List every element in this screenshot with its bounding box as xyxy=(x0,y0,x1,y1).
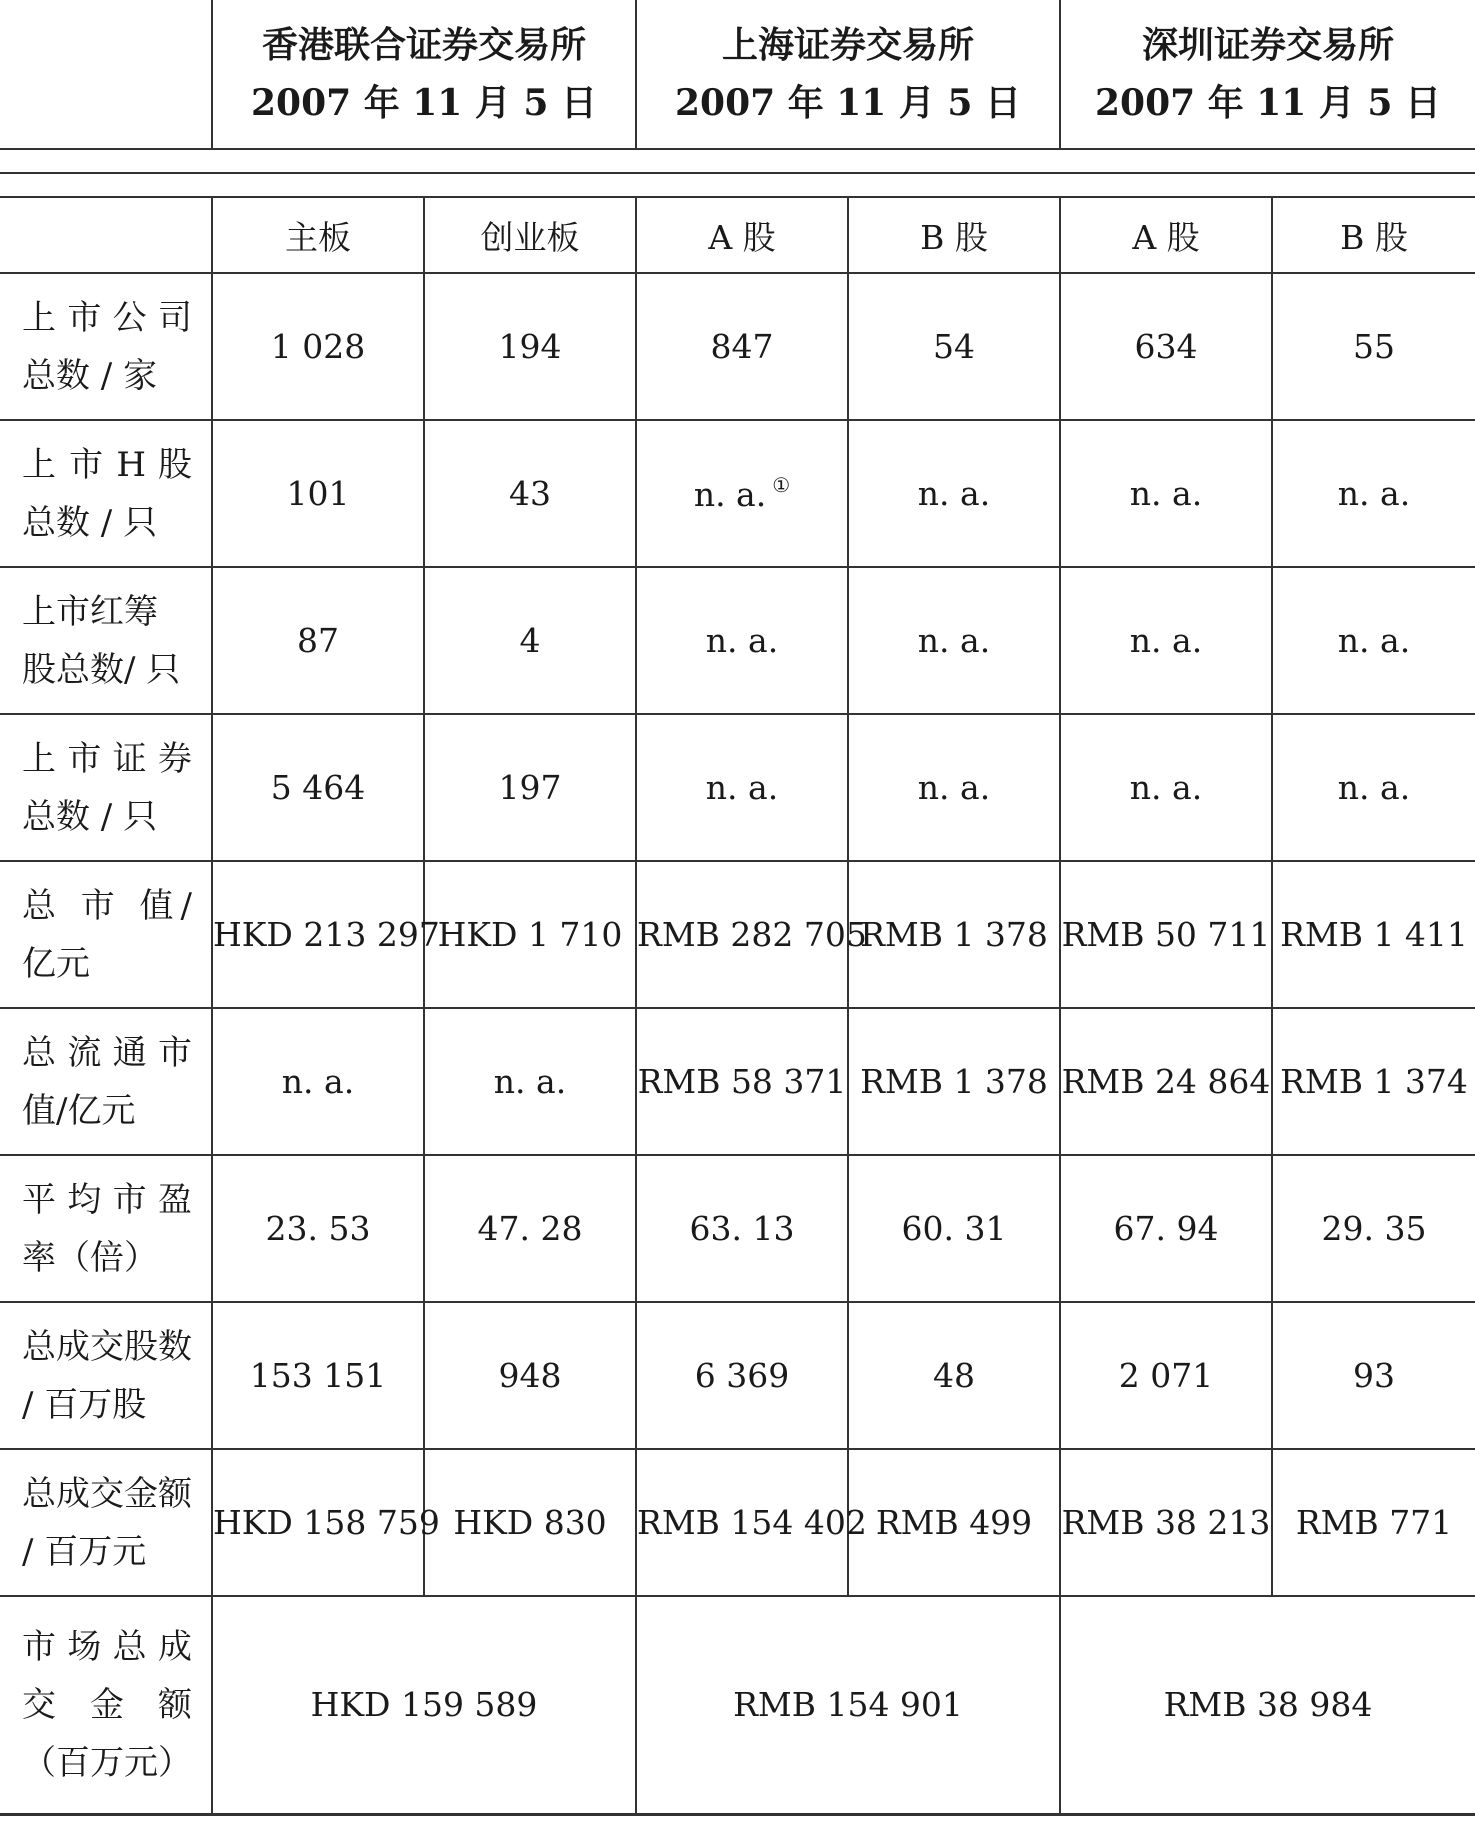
row-label xyxy=(0,420,212,567)
row-label xyxy=(0,273,212,420)
table-cell: RMB 38 213 xyxy=(1060,1449,1272,1596)
table-cell xyxy=(636,420,848,567)
table-cell: RMB 58 371 xyxy=(636,1008,848,1155)
board-header: B 股 xyxy=(1272,197,1475,273)
table-cell: 43 xyxy=(424,420,636,567)
table-row xyxy=(0,1302,1475,1449)
row-label-line: 市 场 总 成 xyxy=(22,1626,192,1667)
row-label-line: 总 市 值/ xyxy=(22,885,192,926)
total-cell-hkex: HKD 159 589 xyxy=(212,1596,636,1814)
table-cell: 197 xyxy=(424,714,636,861)
table-cell: RMB 154 402 xyxy=(636,1449,848,1596)
table-cell: n. a. xyxy=(1060,567,1272,714)
board-header-row xyxy=(0,197,1475,273)
row-label-line: 总成交金额 xyxy=(22,1473,192,1514)
table-cell: 153 151 xyxy=(212,1302,424,1449)
table-cell: HKD 158 759 xyxy=(212,1449,424,1596)
table-cell: n. a. xyxy=(848,420,1060,567)
table-cell: 54 xyxy=(848,273,1060,420)
row-label xyxy=(0,1449,212,1596)
table-cell: HKD 830 xyxy=(424,1449,636,1596)
exchange-date: 2007 年 11 月 5 日 xyxy=(674,82,1021,124)
row-label xyxy=(0,1008,212,1155)
row-label-line: 总数 / 家 xyxy=(22,355,158,396)
table-cell: n. a. xyxy=(636,567,848,714)
row-label-line: 上 市 证 券 xyxy=(22,738,192,779)
market-data-table xyxy=(0,196,1475,1816)
row-label-line: 上市红筹 xyxy=(22,591,158,632)
board-header: 主板 xyxy=(212,197,424,273)
table-cell: 101 xyxy=(212,420,424,567)
row-label xyxy=(0,1596,212,1814)
table-row-total xyxy=(0,1596,1475,1814)
board-header: 创业板 xyxy=(424,197,636,273)
corner-cell xyxy=(0,197,212,273)
table-cell: 29. 35 xyxy=(1272,1155,1475,1302)
table-cell: 6 369 xyxy=(636,1302,848,1449)
table-cell: 4 xyxy=(424,567,636,714)
board-header: B 股 xyxy=(848,197,1060,273)
row-label-line: 值/亿元 xyxy=(22,1090,136,1131)
exchange-header-szse xyxy=(1060,0,1475,149)
table-cell: 23. 53 xyxy=(212,1155,424,1302)
table-cell: 67. 94 xyxy=(1060,1155,1272,1302)
table-cell: n. a. xyxy=(1272,714,1475,861)
exchange-date: 2007 年 11 月 5 日 xyxy=(1094,82,1441,124)
table-cell: RMB 1 378 xyxy=(848,861,1060,1008)
row-label xyxy=(0,861,212,1008)
exchange-name: 上海证券交易所 xyxy=(721,24,974,66)
table-cell: HKD 213 297 xyxy=(212,861,424,1008)
table-cell: n. a. xyxy=(212,1008,424,1155)
table-cell: RMB 771 xyxy=(1272,1449,1475,1596)
total-cell-szse: RMB 38 984 xyxy=(1060,1596,1475,1814)
exchange-header-hkex xyxy=(212,0,636,149)
table-cell: 2 071 xyxy=(1060,1302,1272,1449)
row-label-line: 交 金 额 xyxy=(22,1684,192,1725)
row-label-line: （百万元） xyxy=(22,1742,192,1783)
separator-line xyxy=(0,172,1475,174)
table-cell: HKD 1 710 xyxy=(424,861,636,1008)
table-cell: RMB 282 705 xyxy=(636,861,848,1008)
row-label-line: 总成交股数 xyxy=(22,1326,192,1367)
table-cell: RMB 499 xyxy=(848,1449,1060,1596)
table-cell: 63. 13 xyxy=(636,1155,848,1302)
table-cell: 5 464 xyxy=(212,714,424,861)
exchange-name: 深圳证券交易所 xyxy=(1141,24,1394,66)
table-cell: n. a. xyxy=(848,567,1060,714)
table-cell: 93 xyxy=(1272,1302,1475,1449)
table-cell: 1 028 xyxy=(212,273,424,420)
table-cell: n. a. xyxy=(1272,567,1475,714)
total-cell-sse: RMB 154 901 xyxy=(636,1596,1060,1814)
exchange-header-table xyxy=(0,0,1475,150)
exchange-header-row xyxy=(0,0,1475,149)
table-row xyxy=(0,273,1475,420)
table-row xyxy=(0,861,1475,1008)
table-row xyxy=(0,567,1475,714)
table-cell: n. a. xyxy=(636,714,848,861)
row-label-line: 平 均 市 盈 xyxy=(22,1179,192,1220)
row-label-line: 亿元 xyxy=(22,943,90,984)
table-cell: n. a. xyxy=(1060,420,1272,567)
row-label-line: 总数 / 只 xyxy=(22,502,158,543)
row-label-line: 总 流 通 市 xyxy=(22,1032,192,1073)
row-label-line: 总数 / 只 xyxy=(22,796,158,837)
row-label-line: 上 市 H 股 xyxy=(22,444,192,485)
table-cell: RMB 1 374 xyxy=(1272,1008,1475,1155)
table-cell: 847 xyxy=(636,273,848,420)
row-label xyxy=(0,1155,212,1302)
row-label xyxy=(0,714,212,861)
row-label-line: / 百万股 xyxy=(22,1384,147,1425)
row-label-line: / 百万元 xyxy=(22,1531,147,1572)
table-cell: RMB 1 378 xyxy=(848,1008,1060,1155)
exchange-name: 香港联合证券交易所 xyxy=(261,24,586,66)
row-label xyxy=(0,567,212,714)
table-cell: 47. 28 xyxy=(424,1155,636,1302)
table-cell: RMB 1 411 xyxy=(1272,861,1475,1008)
cell-value: n. a. xyxy=(693,475,767,514)
table-cell: 634 xyxy=(1060,273,1272,420)
table-cell: 87 xyxy=(212,567,424,714)
table-row xyxy=(0,1449,1475,1596)
exchange-header-sse xyxy=(636,0,1060,149)
table-cell: n. a. xyxy=(848,714,1060,861)
table-cell: 194 xyxy=(424,273,636,420)
board-header: A 股 xyxy=(636,197,848,273)
table-row xyxy=(0,420,1475,567)
exchange-date: 2007 年 11 月 5 日 xyxy=(250,82,597,124)
table-row xyxy=(0,714,1475,861)
row-label-line: 率（倍） xyxy=(22,1237,158,1278)
table-row xyxy=(0,1008,1475,1155)
table-cell: n. a. xyxy=(424,1008,636,1155)
row-label-line: 上 市 公 司 xyxy=(22,297,192,338)
board-header: A 股 xyxy=(1060,197,1272,273)
table-cell: 55 xyxy=(1272,273,1475,420)
corner-cell xyxy=(0,0,212,149)
table-cell: n. a. xyxy=(1272,420,1475,567)
row-label xyxy=(0,1302,212,1449)
table-row xyxy=(0,1155,1475,1302)
table-cell: 48 xyxy=(848,1302,1060,1449)
table-cell: RMB 24 864 xyxy=(1060,1008,1272,1155)
footnote-marker: ① xyxy=(772,473,791,497)
table-cell: 948 xyxy=(424,1302,636,1449)
table-cell: 60. 31 xyxy=(848,1155,1060,1302)
table-cell: RMB 50 711 xyxy=(1060,861,1272,1008)
table-cell: n. a. xyxy=(1060,714,1272,861)
row-label-line: 股总数/ 只 xyxy=(22,649,181,690)
